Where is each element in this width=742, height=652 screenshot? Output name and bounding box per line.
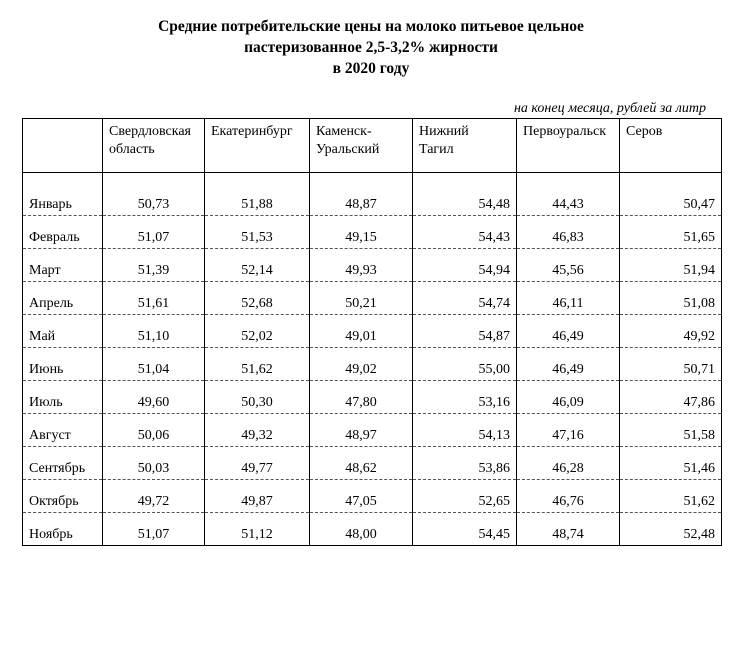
price-cell: 51,04: [103, 348, 205, 381]
header-ekaterinburg: [205, 119, 310, 173]
spacer-cell: [413, 173, 517, 184]
price-cell: 51,10: [103, 315, 205, 348]
header-ntagil: [413, 119, 517, 173]
price-cell: 52,02: [205, 315, 310, 348]
price-cell: 51,58: [620, 414, 722, 447]
price-cell: 49,15: [310, 216, 413, 249]
price-cell: 53,86: [413, 447, 517, 480]
price-cell: 54,43: [413, 216, 517, 249]
price-cell: 46,49: [517, 315, 620, 348]
price-cell: 49,02: [310, 348, 413, 381]
header-kamensk: [310, 119, 413, 173]
price-cell: 50,06: [103, 414, 205, 447]
title-line-1: Средние потребительские цены на молоко питьевое цельное: [158, 18, 584, 35]
price-cell: 49,60: [103, 381, 205, 414]
price-cell: 48,97: [310, 414, 413, 447]
price-cell: 51,53: [205, 216, 310, 249]
price-cell: 47,05: [310, 480, 413, 513]
spacer-cell: [23, 173, 103, 184]
price-cell: 54,13: [413, 414, 517, 447]
header-month: [23, 119, 103, 173]
price-cell: 52,48: [620, 513, 722, 546]
price-cell: 51,94: [620, 249, 722, 282]
price-cell: 50,71: [620, 348, 722, 381]
price-cell: 52,14: [205, 249, 310, 282]
month-cell: Январь: [23, 183, 103, 216]
table-row: [23, 315, 722, 348]
price-cell: 52,65: [413, 480, 517, 513]
price-cell: 51,12: [205, 513, 310, 546]
price-cell: 51,07: [103, 216, 205, 249]
spacer-cell: [103, 173, 205, 184]
price-cell: 51,39: [103, 249, 205, 282]
price-cell: 54,94: [413, 249, 517, 282]
table-row: [23, 414, 722, 447]
table-row: [23, 216, 722, 249]
table-row: [23, 348, 722, 381]
table-row: [23, 282, 722, 315]
price-cell: 47,16: [517, 414, 620, 447]
price-cell: 46,09: [517, 381, 620, 414]
month-cell: Октябрь: [23, 480, 103, 513]
price-cell: 50,21: [310, 282, 413, 315]
price-cell: 51,65: [620, 216, 722, 249]
price-cell: 48,62: [310, 447, 413, 480]
table-body: [23, 173, 722, 546]
price-cell: 54,87: [413, 315, 517, 348]
month-cell: Июль: [23, 381, 103, 414]
page-title: [0, 16, 742, 79]
title-line-3: в 2020 году: [332, 60, 410, 77]
month-cell: Апрель: [23, 282, 103, 315]
header-line: Первоуральск: [523, 124, 607, 139]
price-cell: 47,80: [310, 381, 413, 414]
price-cell: 49,01: [310, 315, 413, 348]
price-cell: 49,72: [103, 480, 205, 513]
table-spacer-row: [23, 173, 722, 184]
header-pervouralsk: [517, 119, 620, 173]
price-cell: 46,49: [517, 348, 620, 381]
price-cell: 45,56: [517, 249, 620, 282]
table-header-row: [23, 119, 722, 173]
table-row: [23, 249, 722, 282]
spacer-cell: [620, 173, 722, 184]
price-cell: 49,32: [205, 414, 310, 447]
header-line: Нижний: [419, 124, 469, 139]
header-line: область: [109, 142, 155, 157]
price-cell: 49,92: [620, 315, 722, 348]
header-line: Каменск-: [316, 124, 372, 139]
table-row: [23, 381, 722, 414]
price-cell: 50,03: [103, 447, 205, 480]
price-cell: 54,48: [413, 183, 517, 216]
price-cell: 52,68: [205, 282, 310, 315]
units-note: на конец месяца, рублей за литр: [513, 101, 706, 116]
header-line: Свердловская: [109, 124, 191, 139]
title-line-2: пастеризованное 2,5-3,2% жирности: [244, 39, 498, 56]
price-cell: 51,62: [620, 480, 722, 513]
price-cell: 55,00: [413, 348, 517, 381]
price-cell: 51,46: [620, 447, 722, 480]
header-serov: [620, 119, 722, 173]
price-cell: 46,83: [517, 216, 620, 249]
price-cell: 51,88: [205, 183, 310, 216]
price-cell: 50,47: [620, 183, 722, 216]
price-cell: 46,11: [517, 282, 620, 315]
price-cell: 50,73: [103, 183, 205, 216]
price-cell: 48,87: [310, 183, 413, 216]
price-cell: 51,61: [103, 282, 205, 315]
spacer-cell: [205, 173, 310, 184]
month-cell: Май: [23, 315, 103, 348]
table-row: [23, 447, 722, 480]
price-cell: 47,86: [620, 381, 722, 414]
month-cell: Март: [23, 249, 103, 282]
month-cell: Июнь: [23, 348, 103, 381]
price-cell: 51,08: [620, 282, 722, 315]
price-cell: 51,62: [205, 348, 310, 381]
price-cell: 46,76: [517, 480, 620, 513]
table-row: [23, 183, 722, 216]
spacer-cell: [310, 173, 413, 184]
price-cell: 49,87: [205, 480, 310, 513]
month-cell: Сентябрь: [23, 447, 103, 480]
price-cell: 51,07: [103, 513, 205, 546]
price-cell: 48,00: [310, 513, 413, 546]
month-cell: Ноябрь: [23, 513, 103, 546]
price-cell: 54,74: [413, 282, 517, 315]
table-row: [23, 480, 722, 513]
header-sverdlovsk: [103, 119, 205, 173]
price-cell: 48,74: [517, 513, 620, 546]
price-cell: 54,45: [413, 513, 517, 546]
header-line: Уральский: [316, 142, 380, 157]
month-cell: Август: [23, 414, 103, 447]
price-cell: 53,16: [413, 381, 517, 414]
header-line: Серов: [626, 124, 663, 139]
header-line: Екатеринбург: [211, 124, 293, 139]
price-cell: 50,30: [205, 381, 310, 414]
price-cell: 49,93: [310, 249, 413, 282]
month-cell: Февраль: [23, 216, 103, 249]
spacer-cell: [517, 173, 620, 184]
price-cell: 44,43: [517, 183, 620, 216]
header-line: Тагил: [419, 142, 454, 157]
price-cell: 46,28: [517, 447, 620, 480]
table-row: [23, 513, 722, 546]
price-cell: 49,77: [205, 447, 310, 480]
price-table: [22, 118, 722, 546]
